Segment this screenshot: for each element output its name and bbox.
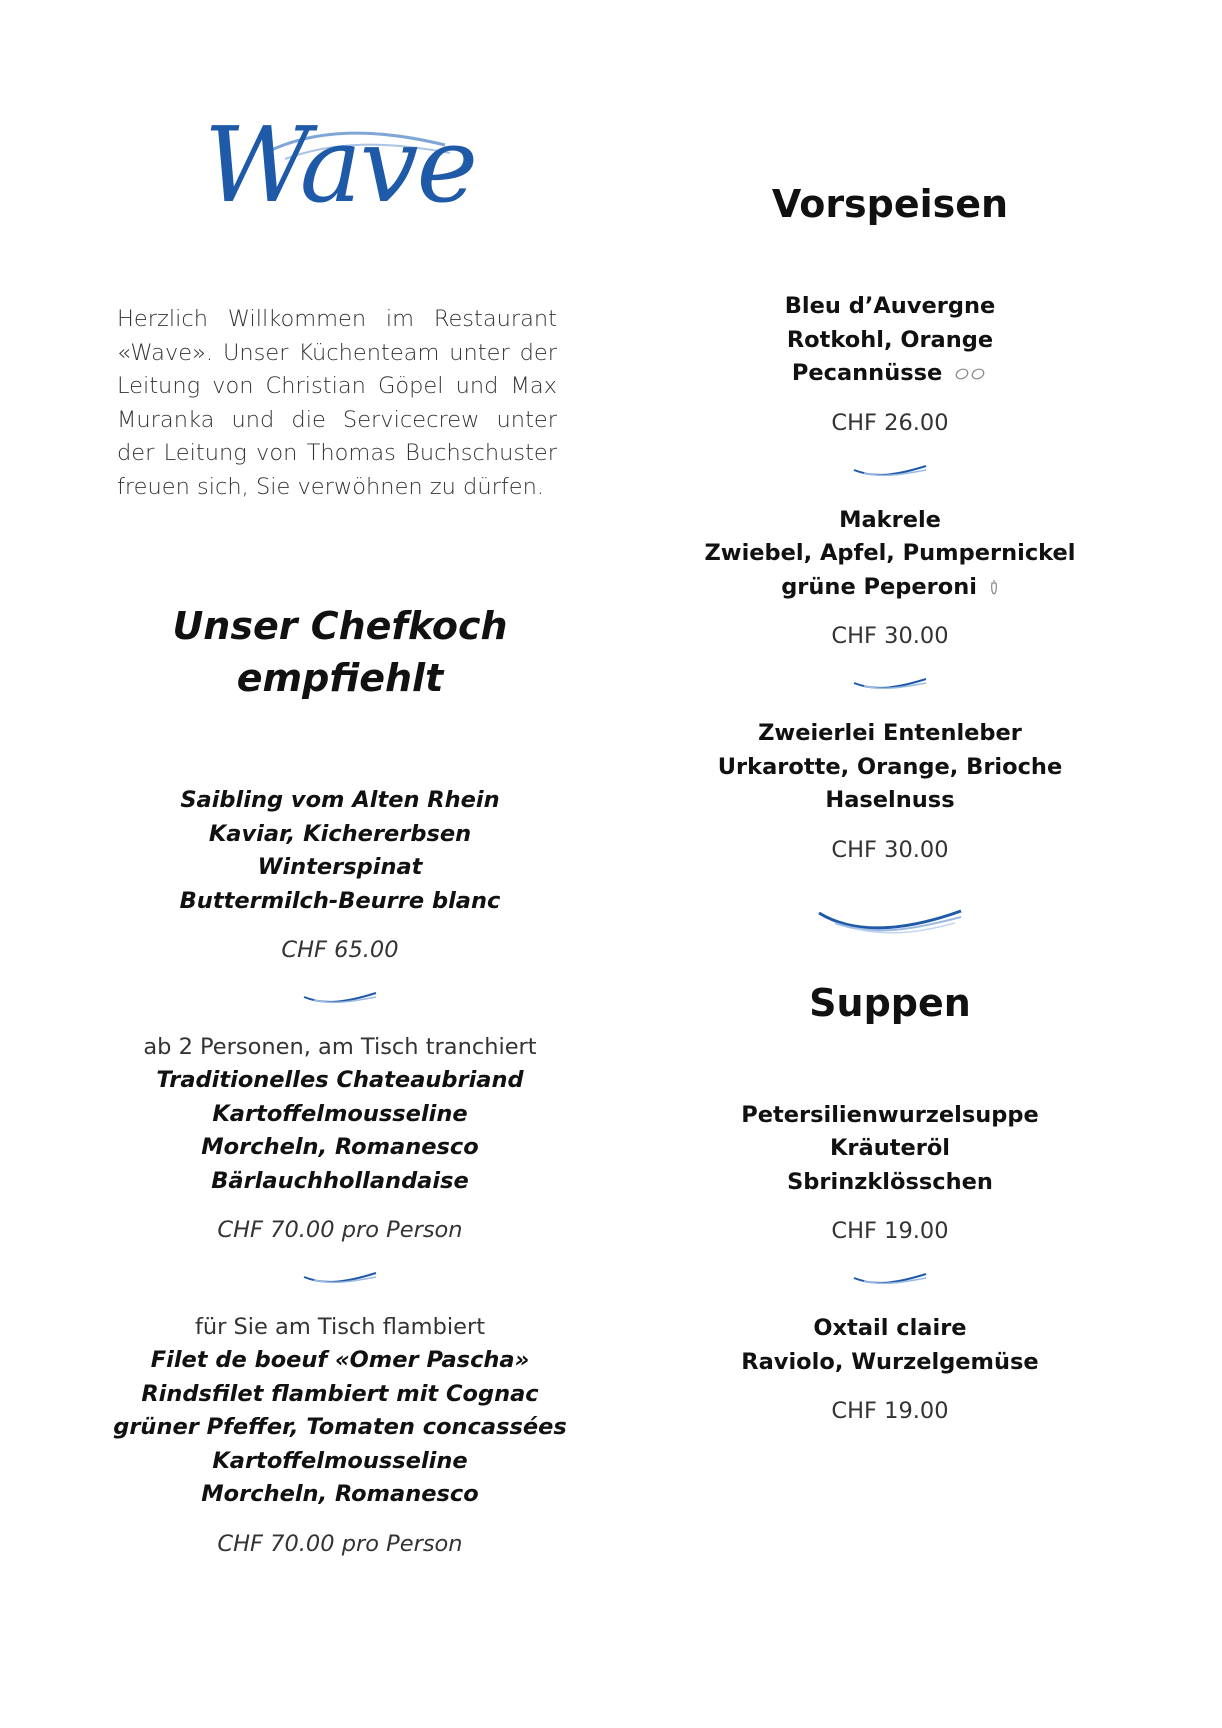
dish-line: grüne Peperoni <box>781 573 977 600</box>
dish-line: Filet de boeuf «Omer Pascha» <box>150 1347 530 1373</box>
wave-divider-icon <box>300 989 380 1005</box>
dish-line: Makrele <box>839 506 941 533</box>
leaf-icon <box>954 367 988 381</box>
dish-line: Saibling vom Alten Rhein <box>180 787 500 813</box>
dish-line: Oxtail claire <box>813 1315 967 1341</box>
dish-price: CHF 19.00 <box>831 1218 949 1244</box>
dish-line: Pecannüsse <box>791 360 943 386</box>
dish-line: Kartoffelmousseline <box>212 1100 468 1127</box>
wave-divider-icon <box>850 462 930 478</box>
chef-title <box>110 600 570 704</box>
dish-line: Haselnuss <box>825 787 955 813</box>
dish-line: grüner Pfeffer, Tomaten concassées <box>113 1414 567 1440</box>
dish-line: Bleu d’Auvergne <box>784 293 996 319</box>
dish-price: CHF 30.00 <box>831 836 949 863</box>
menu-right-column <box>680 180 1100 1428</box>
chef-dish-1 <box>110 784 570 967</box>
dish-note: für Sie am Tisch flambiert <box>194 1314 486 1340</box>
dish-line-with-icon <box>680 357 1100 391</box>
dish-line: Winterspinat <box>257 854 423 880</box>
dish-line: Kräuteröl <box>829 1135 950 1161</box>
logo-text: Wave <box>203 104 477 226</box>
dish-line: Kaviar, Kichererbsen <box>208 820 472 847</box>
starter-2 <box>680 504 1100 654</box>
starter-1 <box>680 290 1100 440</box>
wave-divider-large-icon <box>815 903 965 935</box>
chili-icon <box>989 578 999 596</box>
dish-line: Urkarotte, Orange, Brioche <box>717 753 1063 780</box>
dish-note: ab 2 Personen, am Tisch tranchiert <box>143 1034 537 1060</box>
dish-line: Bärlauchhollandaise <box>211 1167 469 1194</box>
dish-price: CHF 65.00 <box>281 937 399 963</box>
dish-line: Morcheln, Romanesco <box>201 1134 479 1160</box>
wave-logo <box>185 105 495 240</box>
dish-price: CHF 26.00 <box>831 409 949 436</box>
chef-recommendation <box>110 600 570 1561</box>
dish-price: CHF 70.00 pro Person <box>217 1217 463 1243</box>
wave-divider-icon <box>850 1270 930 1286</box>
dish-line: Morcheln, Romanesco <box>201 1481 479 1507</box>
dish-line: Traditionelles Chateaubriand <box>156 1067 524 1093</box>
section-title-vorspeisen: Vorspeisen <box>771 182 1009 226</box>
dish-line: Rindsfilet flambiert mit Cognac <box>141 1380 539 1407</box>
wave-divider-icon <box>300 1269 380 1285</box>
dish-price: CHF 70.00 pro Person <box>217 1530 463 1557</box>
section-title-suppen: Suppen <box>809 980 971 1025</box>
dish-line: Rotkohl, Orange <box>786 326 994 353</box>
chef-title-line2: empfiehlt <box>236 656 444 700</box>
dish-line: Zweierlei Entenleber <box>758 720 1022 746</box>
intro-text: Herzlich Willkommen im Restaurant «Wave». Unser Küchenteam unter der Leitung von Christian Göpel und Max Muranka und die Servicecrew unter der Leitung von Thomas Buchschuster freuen sich, Sie verwöhnen zu dürfen. <box>117 306 557 500</box>
dish-line: Zwiebel, Apfel, Pumpernickel <box>704 540 1076 566</box>
soup-2 <box>680 1312 1100 1428</box>
dish-line-with-icon <box>680 571 1100 605</box>
dish-line: Kartoffelmousseline <box>212 1447 468 1474</box>
starter-3 <box>680 717 1100 867</box>
chef-dish-3 <box>110 1311 570 1561</box>
dish-price: CHF 30.00 <box>831 623 949 649</box>
dish-line: Raviolo, Wurzelgemüse <box>741 1348 1039 1375</box>
wave-divider-icon <box>850 675 930 691</box>
soup-1 <box>680 1099 1100 1249</box>
dish-line: Sbrinzklösschen <box>787 1168 993 1195</box>
dish-line: Petersilienwurzelsuppe <box>741 1101 1039 1128</box>
dish-line: Buttermilch-Beurre blanc <box>179 887 501 914</box>
chef-dish-2 <box>110 1031 570 1247</box>
chef-title-line1: Unser Chefkoch <box>172 604 508 648</box>
dish-price: CHF 19.00 <box>831 1398 949 1424</box>
